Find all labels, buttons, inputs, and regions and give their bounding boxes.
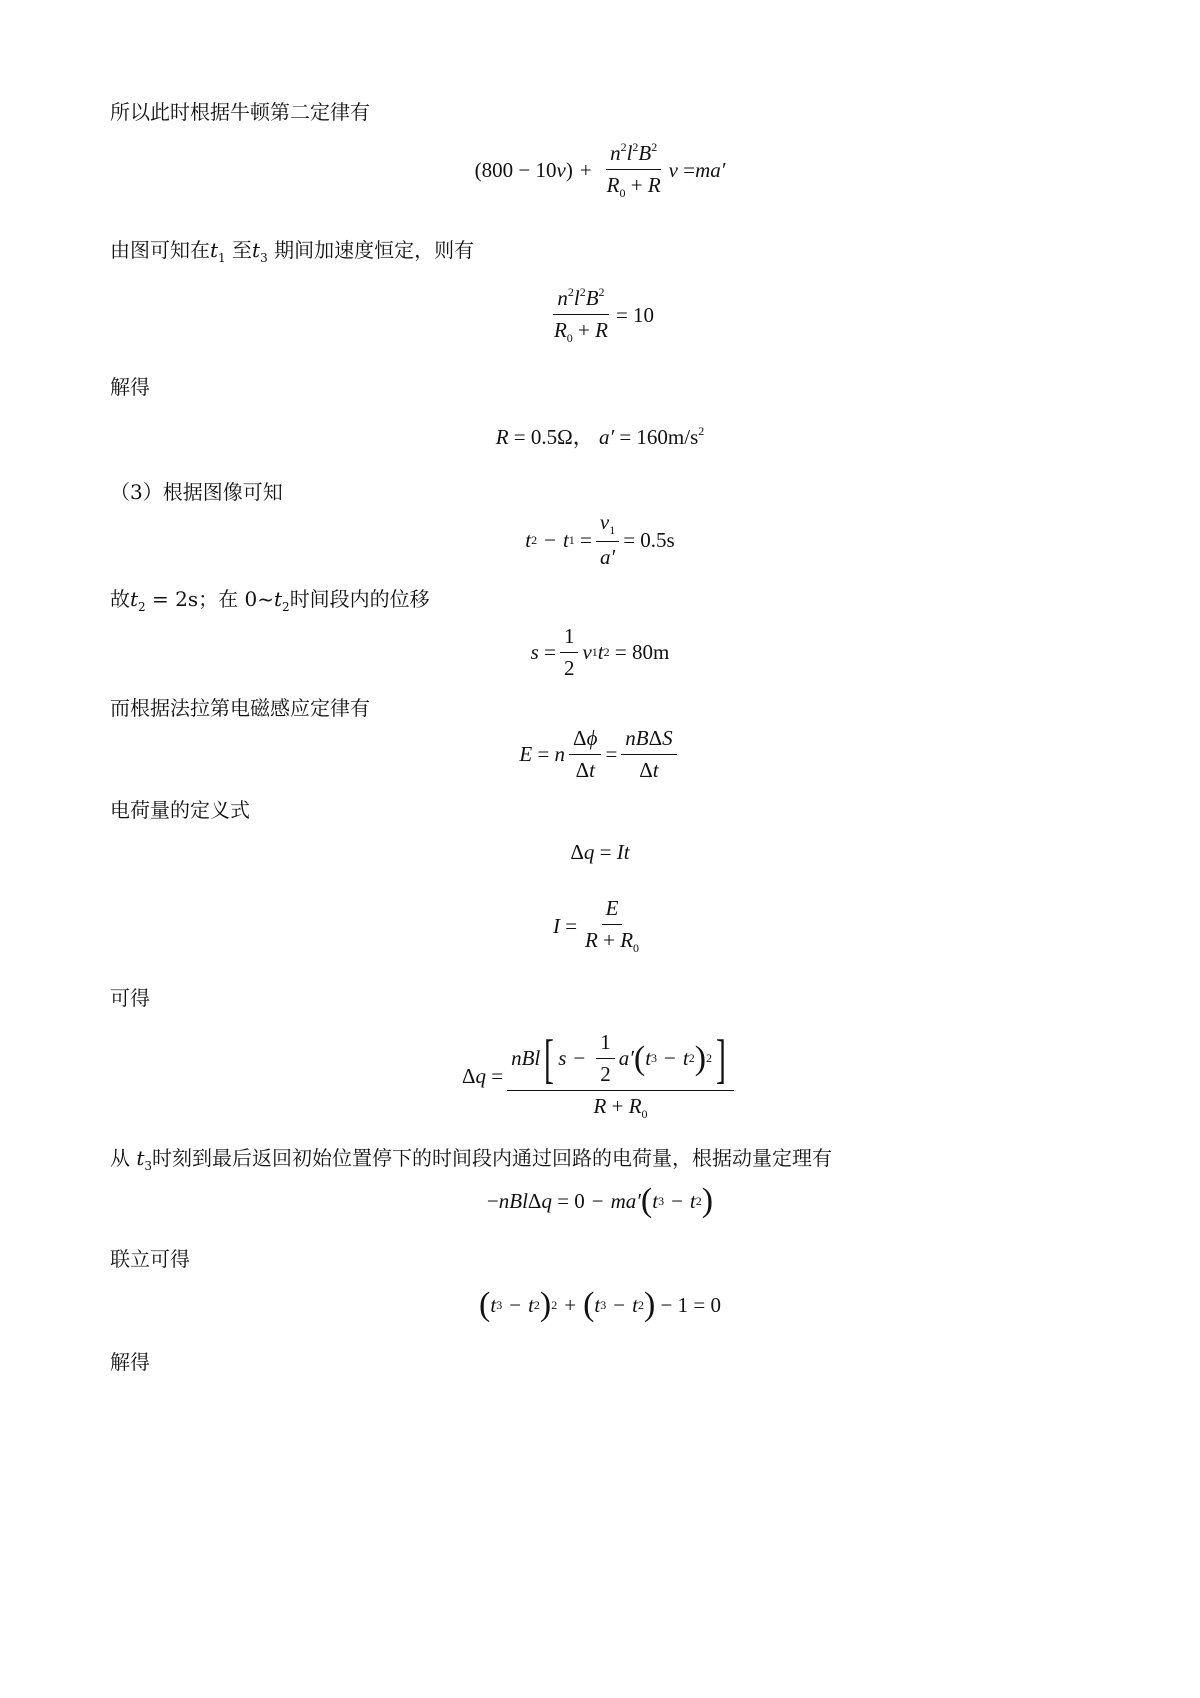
equation-charge-expression: Δ q = nBl [ s − $\frac{1}{2}$ a′ ( t 3 − t 2 ) 2 ] $R + R_0$ xyxy=(0,1030,1200,1122)
equation-displacement: s = $\frac{1}{2}$ v 1 t 2 = 80m xyxy=(530,624,670,680)
text-newton-second-law: 所以此时根据牛顿第二定律有 xyxy=(110,100,370,124)
equation-result-r-a: R = 0.5Ω， $a' = 160m/s^2$ xyxy=(495,424,705,449)
text-charge-definition: 电荷量的定义式 xyxy=(110,798,250,822)
equation-ratio: $\frac{n^2l^2B^2}{R_0 + R}$ = 10 xyxy=(553,285,655,345)
text-displacement: 故$t_2 = 2s$；在 $0\sim t_2$时间段内的位移 xyxy=(110,587,430,614)
text-part-3: （3）根据图像可知 xyxy=(110,480,283,504)
text-can-obtain: 可得 xyxy=(110,986,150,1010)
equation-momentum: − nBl Δ q = 0 − ma′ ( t 3 − t 2 ) xyxy=(486,1182,714,1219)
equation-current: I = $\frac{E}{R + R_0}$ xyxy=(552,896,640,955)
equation-newton: (800 − 10 v ) + $\frac{n^2l^2B^2}{R_0 + R}$ v = ma′ xyxy=(474,140,726,200)
text-momentum-theorem: 从 $t_3$时刻到最后返回初始位置停下的时间段内通过回路的电荷量，根据动量定理有 xyxy=(110,1146,833,1173)
equation-faraday: E = n $\frac{\Delta\phi}{\Delta t}$ = $\frac{\text{nBΔS}}{\Delta t}$ xyxy=(0,726,1200,783)
text-solve: 解得 xyxy=(110,375,150,399)
text-faraday-law: 而根据法拉第电磁感应定律有 xyxy=(110,696,370,720)
text-combine: 联立可得 xyxy=(110,1247,190,1271)
text-constant-acceleration: 由图可知在$t_1$ 至$t_3$ 期间加速度恒定，则有 xyxy=(110,238,475,265)
equation-quadratic: ( t 3 − t 2 ) 2 + ( t 3 − t 2 ) − 1 = 0 xyxy=(479,1286,721,1323)
equation-charge: Δq = It xyxy=(570,840,630,864)
text-solve-final: 解得 xyxy=(110,1350,150,1374)
equation-time-difference: t 2 − t 1 = $\frac{v_1}{a'}$ = 0.5s xyxy=(525,510,675,569)
